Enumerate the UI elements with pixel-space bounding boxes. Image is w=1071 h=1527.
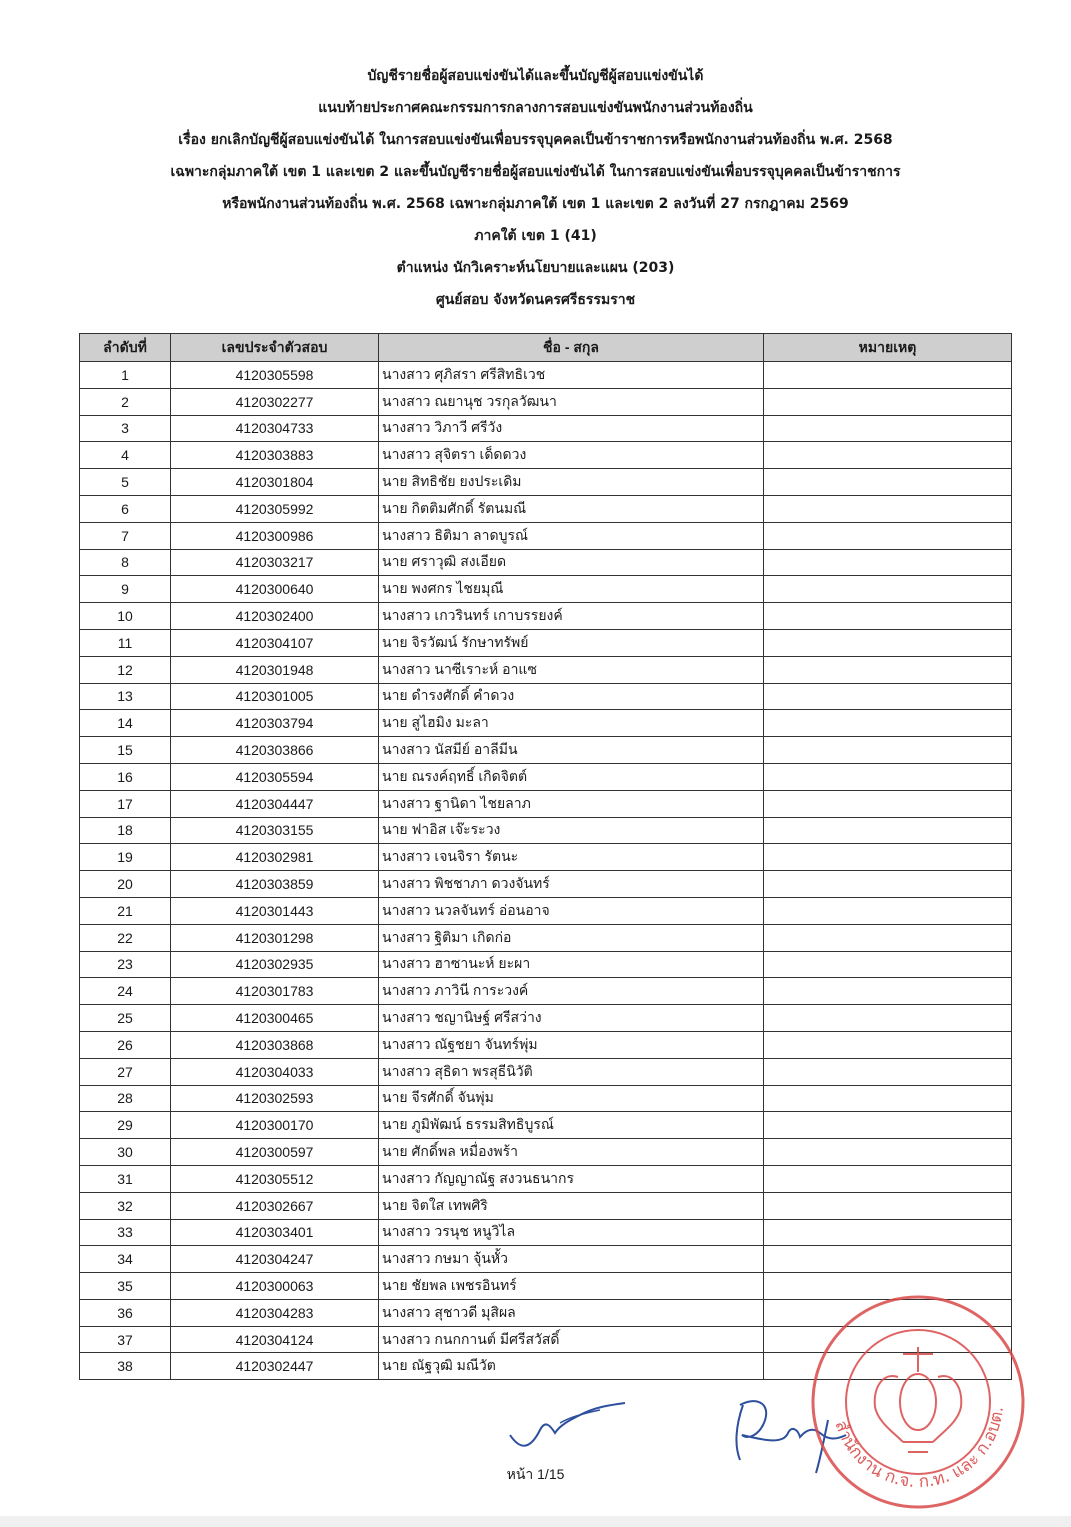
row-number: 26: [80, 1031, 171, 1058]
exam-id: 4120301804: [171, 469, 379, 496]
exam-id: 4120300986: [171, 522, 379, 549]
remark-cell: [764, 522, 1012, 549]
page-number: หน้า 1/15: [506, 1466, 565, 1482]
candidate-name: นางสาว ณัฐชยา จันทร์พุ่ม: [379, 1031, 764, 1058]
candidate-name: นาย ฟาอิส เจ๊ะระวง: [379, 817, 764, 844]
candidate-name: นางสาว สุจิตรา เด็ดดวง: [379, 442, 764, 469]
candidate-name: นาย ดำรงศักดิ์ คำดวง: [379, 683, 764, 710]
table-row: [80, 1192, 1012, 1219]
table-row: [80, 710, 1012, 737]
exam-id: 4120301443: [171, 897, 379, 924]
table-row: [80, 388, 1012, 415]
candidate-name: นางสาว กนกกานต์ มีศรีสวัสดิ์: [379, 1326, 764, 1353]
row-number: 33: [80, 1219, 171, 1246]
row-number: 29: [80, 1112, 171, 1139]
exam-id: 4120302593: [171, 1085, 379, 1112]
remark-cell: [764, 897, 1012, 924]
row-number: 23: [80, 951, 171, 978]
row-number: 6: [80, 495, 171, 522]
exam-id: 4120304283: [171, 1299, 379, 1326]
remark-cell: [764, 978, 1012, 1005]
row-number: 4: [80, 442, 171, 469]
candidate-name: นางสาว ฐานิดา ไชยลาภ: [379, 790, 764, 817]
remark-cell: [764, 763, 1012, 790]
remark-cell: [764, 737, 1012, 764]
row-number: 37: [80, 1326, 171, 1353]
exam-id: 4120300170: [171, 1112, 379, 1139]
remark-cell: [764, 469, 1012, 496]
remark-cell: [764, 1192, 1012, 1219]
exam-id: 4120304247: [171, 1246, 379, 1273]
row-number: 17: [80, 790, 171, 817]
row-number: 38: [80, 1353, 171, 1380]
table-row: [80, 1085, 1012, 1112]
header-remark: หมายเหตุ: [764, 334, 1012, 362]
candidate-table: [79, 333, 1012, 1380]
row-number: 34: [80, 1246, 171, 1273]
signature-mark-1: [500, 1395, 630, 1455]
row-number: 16: [80, 763, 171, 790]
candidate-name: นางสาว สุธิดา พรสุธีนิวัติ: [379, 1058, 764, 1085]
row-number: 11: [80, 629, 171, 656]
candidate-name: นาย สิทธิชัย ยงประเดิม: [379, 469, 764, 496]
table-row: [80, 576, 1012, 603]
table-row: [80, 656, 1012, 683]
table-header-row: [80, 334, 1012, 362]
table-row: [80, 871, 1012, 898]
remark-cell: [764, 442, 1012, 469]
row-number: 28: [80, 1085, 171, 1112]
row-number: 13: [80, 683, 171, 710]
remark-cell: [764, 1139, 1012, 1166]
candidate-name: นางสาว ภาวินี การะวงค์: [379, 978, 764, 1005]
table-row: [80, 603, 1012, 630]
document-header: [0, 68, 1071, 324]
row-number: 2: [80, 388, 171, 415]
table-row: [80, 495, 1012, 522]
exam-id: 4120305598: [171, 362, 379, 389]
exam-id: 4120302981: [171, 844, 379, 871]
table-row: [80, 951, 1012, 978]
exam-id: 4120301298: [171, 924, 379, 951]
exam-id: 4120302667: [171, 1192, 379, 1219]
exam-id: 4120304033: [171, 1058, 379, 1085]
candidate-name: นาย จิรวัฒน์ รักษาทรัพย์: [379, 629, 764, 656]
region-label: ภาคใต้ เขต 1 (41): [474, 228, 597, 244]
table-row: [80, 442, 1012, 469]
remark-cell: [764, 924, 1012, 951]
exam-id: 4120304447: [171, 790, 379, 817]
remark-cell: [764, 1112, 1012, 1139]
title-line-4: เฉพาะกลุ่มภาคใต้ เขต 1 และเขต 2 และขึ้นบัญชีรายชื่อผู้สอบแข่งขันได้ ในการสอบแข่งขันเพื่อบรรจุบุคคลเป็นข้าราชการ: [170, 164, 901, 180]
table-row: [80, 844, 1012, 871]
row-number: 9: [80, 576, 171, 603]
table-row: [80, 1005, 1012, 1032]
table-row: [80, 415, 1012, 442]
exam-id: 4120303155: [171, 817, 379, 844]
table-row: [80, 1139, 1012, 1166]
candidate-name: นางสาว พิชชาภา ดวงจันทร์: [379, 871, 764, 898]
remark-cell: [764, 871, 1012, 898]
exam-id: 4120300465: [171, 1005, 379, 1032]
row-number: 10: [80, 603, 171, 630]
header-name: ชื่อ - สกุล: [379, 334, 764, 362]
row-number: 22: [80, 924, 171, 951]
table-row: [80, 362, 1012, 389]
candidate-name: นางสาว วิภาวี ศรีวัง: [379, 415, 764, 442]
row-number: 8: [80, 549, 171, 576]
table-row: [80, 549, 1012, 576]
exam-id: 4120304107: [171, 629, 379, 656]
table-row: [80, 817, 1012, 844]
table-row: [80, 1219, 1012, 1246]
remark-cell: [764, 790, 1012, 817]
exam-id: 4120303883: [171, 442, 379, 469]
title-line-3: เรื่อง ยกเลิกบัญชีผู้สอบแข่งขันได้ ในการสอบแข่งขันเพื่อบรรจุบุคคลเป็นข้าราชการหรือพนักงานส่วนท้องถิ่น พ.ศ. 2568: [178, 132, 893, 148]
row-number: 1: [80, 362, 171, 389]
exam-center-label: ศูนย์สอบ จังหวัดนครศรีธรรมราช: [435, 292, 636, 308]
row-number: 12: [80, 656, 171, 683]
candidate-name: นางสาว สุชาวดี มุสิผล: [379, 1299, 764, 1326]
row-number: 21: [80, 897, 171, 924]
candidate-name: นางสาว เจนจิรา รัตนะ: [379, 844, 764, 871]
title-line-2: แนบท้ายประกาศคณะกรรมการกลางการสอบแข่งขันพนักงานส่วนท้องถิ่น: [318, 100, 753, 116]
row-number: 31: [80, 1165, 171, 1192]
row-number: 19: [80, 844, 171, 871]
row-number: 15: [80, 737, 171, 764]
exam-id: 4120305992: [171, 495, 379, 522]
row-number: 14: [80, 710, 171, 737]
scan-bottom-edge: [0, 1516, 1071, 1527]
title-line-1: บัญชีรายชื่อผู้สอบแข่งขันได้และขึ้นบัญชีผู้สอบแข่งขันได้: [367, 68, 704, 84]
table-row: [80, 1058, 1012, 1085]
title-line-5: หรือพนักงานส่วนท้องถิ่น พ.ศ. 2568 เฉพาะกลุ่มภาคใต้ เขต 1 และเขต 2 ลงวันที่ 27 กรกฎาคม 2569: [222, 196, 849, 212]
candidate-name: นางสาว นวลจันทร์ อ่อนอาจ: [379, 897, 764, 924]
candidate-name: นาย จิตใส เทพศิริ: [379, 1192, 764, 1219]
candidate-name: นางสาว ธิติมา ลาดบูรณ์: [379, 522, 764, 549]
candidate-name: นาย จีรศักดิ์ จันพุ่ม: [379, 1085, 764, 1112]
exam-id: 4120300063: [171, 1273, 379, 1300]
remark-cell: [764, 1005, 1012, 1032]
candidate-name: นาย ณรงค์ฤทธิ์ เกิดจิตต์: [379, 763, 764, 790]
candidate-name: นาย พงศกร ไชยมุณี: [379, 576, 764, 603]
candidate-name: นางสาว วรนุช หนูวิไล: [379, 1219, 764, 1246]
table-row: [80, 1031, 1012, 1058]
row-number: 27: [80, 1058, 171, 1085]
row-number: 5: [80, 469, 171, 496]
table-row: [80, 683, 1012, 710]
remark-cell: [764, 495, 1012, 522]
row-number: 18: [80, 817, 171, 844]
remark-cell: [764, 1031, 1012, 1058]
exam-id: 4120302277: [171, 388, 379, 415]
exam-id: 4120304733: [171, 415, 379, 442]
candidate-name: นางสาว ฐิติมา เกิดก่อ: [379, 924, 764, 951]
remark-cell: [764, 710, 1012, 737]
candidate-name: นางสาว ชญานิษฐ์ ศรีสว่าง: [379, 1005, 764, 1032]
exam-id: 4120301783: [171, 978, 379, 1005]
row-number: 24: [80, 978, 171, 1005]
candidate-name: นางสาว ณยานุช วรกุลวัฒนา: [379, 388, 764, 415]
candidate-name: นางสาว กัญญาณัฐ สงวนธนากร: [379, 1165, 764, 1192]
remark-cell: [764, 951, 1012, 978]
table-row: [80, 1112, 1012, 1139]
remark-cell: [764, 629, 1012, 656]
row-number: 20: [80, 871, 171, 898]
candidate-name: นาย ณัฐวุฒิ มณีวัต: [379, 1353, 764, 1380]
row-number: 30: [80, 1139, 171, 1166]
table-row: [80, 1246, 1012, 1273]
candidate-name: นางสาว เกวรินทร์ เกาบรรยงค์: [379, 603, 764, 630]
remark-cell: [764, 1085, 1012, 1112]
header-id: เลขประจำตัวสอบ: [171, 334, 379, 362]
row-number: 7: [80, 522, 171, 549]
table-row: [80, 763, 1012, 790]
row-number: 3: [80, 415, 171, 442]
candidate-name: นางสาว ศุภิสรา ศรีสิทธิเวช: [379, 362, 764, 389]
row-number: 25: [80, 1005, 171, 1032]
row-number: 35: [80, 1273, 171, 1300]
table-row: [80, 522, 1012, 549]
seal-text: สำนักงาน ก.จ. ก.ท. และ ก.อบต.: [830, 1405, 1008, 1493]
table-row: [80, 737, 1012, 764]
remark-cell: [764, 603, 1012, 630]
exam-id: 4120305512: [171, 1165, 379, 1192]
candidate-name: นางสาว ฮาซานะห์ ยะผา: [379, 951, 764, 978]
candidate-name: นางสาว นัสมีย์ อาลีมีน: [379, 737, 764, 764]
remark-cell: [764, 1246, 1012, 1273]
table-row: [80, 469, 1012, 496]
exam-id: 4120300640: [171, 576, 379, 603]
table-row: [80, 924, 1012, 951]
remark-cell: [764, 844, 1012, 871]
exam-id: 4120303859: [171, 871, 379, 898]
exam-id: 4120302447: [171, 1353, 379, 1380]
exam-id: 4120301005: [171, 683, 379, 710]
exam-id: 4120303401: [171, 1219, 379, 1246]
remark-cell: [764, 415, 1012, 442]
row-number: 32: [80, 1192, 171, 1219]
candidate-name: นาย สูไฮมิง มะลา: [379, 710, 764, 737]
table-row: [80, 629, 1012, 656]
exam-id: 4120303217: [171, 549, 379, 576]
exam-id: 4120302935: [171, 951, 379, 978]
exam-id: 4120303866: [171, 737, 379, 764]
exam-id: 4120304124: [171, 1326, 379, 1353]
header-no: ลำดับที่: [80, 334, 171, 362]
remark-cell: [764, 576, 1012, 603]
table-row: [80, 978, 1012, 1005]
table-row: [80, 1165, 1012, 1192]
remark-cell: [764, 549, 1012, 576]
candidate-name: นาย ศักดิ์พล หมื่องพร้า: [379, 1139, 764, 1166]
table-row: [80, 790, 1012, 817]
exam-id: 4120301948: [171, 656, 379, 683]
remark-cell: [764, 656, 1012, 683]
candidate-name: นาย ภูมิพัฒน์ ธรรมสิทธิบูรณ์: [379, 1112, 764, 1139]
exam-id: 4120305594: [171, 763, 379, 790]
candidate-name: นางสาว นาซีเราะห์ อาแซ: [379, 656, 764, 683]
candidate-name: นาย กิตติมศักดิ์ รัตนมณี: [379, 495, 764, 522]
remark-cell: [764, 817, 1012, 844]
remark-cell: [764, 1165, 1012, 1192]
exam-id: 4120303868: [171, 1031, 379, 1058]
exam-id: 4120302400: [171, 603, 379, 630]
exam-id: 4120303794: [171, 710, 379, 737]
exam-id: 4120300597: [171, 1139, 379, 1166]
remark-cell: [764, 1058, 1012, 1085]
row-number: 36: [80, 1299, 171, 1326]
candidate-name: นาย ศราวุฒิ สงเอียด: [379, 549, 764, 576]
candidate-name: นาย ชัยพล เพชรอินทร์: [379, 1273, 764, 1300]
remark-cell: [764, 683, 1012, 710]
position-label: ตำแหน่ง นักวิเคราะห์นโยบายและแผน (203): [396, 260, 675, 276]
remark-cell: [764, 362, 1012, 389]
remark-cell: [764, 388, 1012, 415]
remark-cell: [764, 1219, 1012, 1246]
table-row: [80, 897, 1012, 924]
candidate-name: นางสาว กษมา จุ้นหั้ว: [379, 1246, 764, 1273]
